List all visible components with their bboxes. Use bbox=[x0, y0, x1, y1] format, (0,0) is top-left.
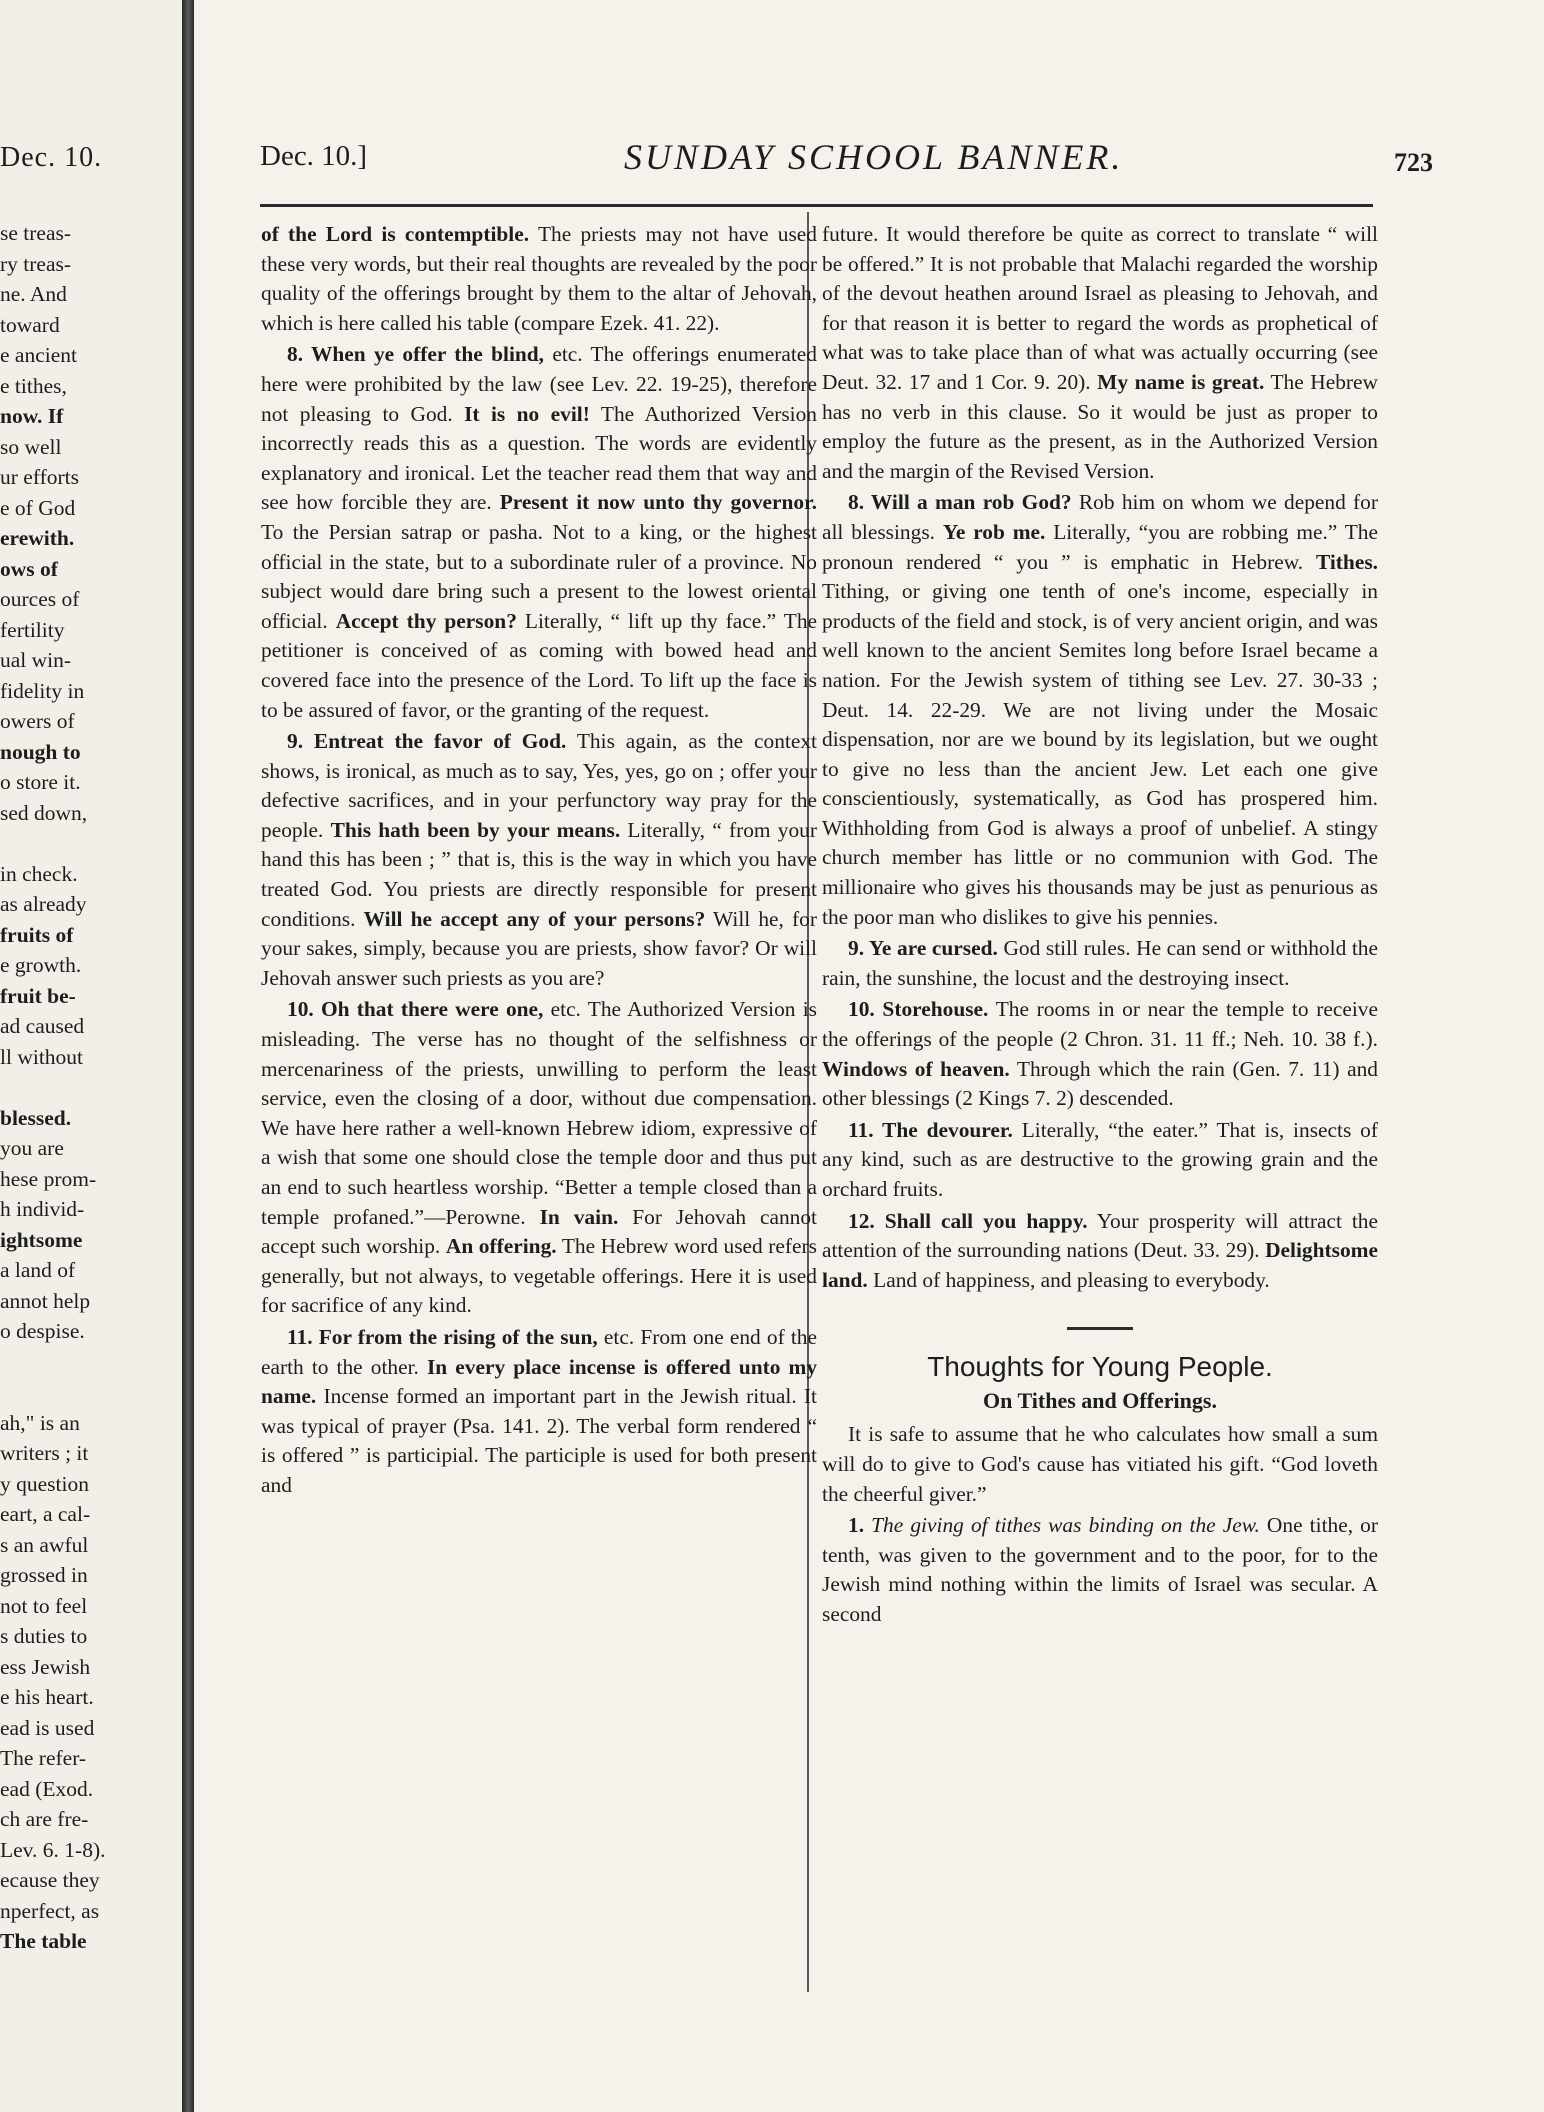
body-text: etc. From one end of the earth to the other. bbox=[261, 1324, 817, 1379]
facing-page-line: ows of bbox=[0, 556, 58, 581]
facing-page-line: e ancient bbox=[0, 343, 77, 367]
body-text: The Authorized Version incorrectly reads this as a question. The words are evidently explanatory and ironical. Let the teacher read them that way and see how forcible they are. bbox=[261, 401, 817, 515]
facing-page-line: toward bbox=[0, 312, 60, 337]
body-text: Will he, for your sakes, simply, because you are priests, show favor? Or will Jehovah answer such priests as you are? bbox=[261, 906, 817, 990]
lemma-heading: Tithes. bbox=[1315, 549, 1378, 574]
paragraph bbox=[822, 934, 1378, 993]
lemma-heading: Delightsome land. bbox=[822, 1238, 1378, 1292]
facing-page-header: Dec. 10. bbox=[0, 142, 103, 173]
running-header bbox=[260, 136, 1544, 182]
lemma-heading: In every place incense is offered unto my name. bbox=[261, 1354, 818, 1409]
facing-page-line: s an awful bbox=[0, 1532, 89, 1557]
facing-page-line: ur efforts bbox=[0, 465, 80, 489]
facing-page-line: Lev. 6. 1-8). bbox=[0, 1837, 106, 1862]
facing-page-line bbox=[0, 828, 180, 859]
facing-page-line: y question bbox=[0, 1471, 89, 1496]
facing-page-line: a land of bbox=[0, 1258, 76, 1282]
lemma-heading: An offering. bbox=[445, 1234, 557, 1259]
facing-page-line: writers ; it bbox=[0, 1441, 89, 1465]
paragraph bbox=[261, 727, 817, 993]
body-text: Literally, “the eater.” That is, insects of any kind, such as are destructive to the growing grain and the orchard fruits. bbox=[822, 1117, 1378, 1201]
lemma-heading: 10. Storehouse. bbox=[848, 997, 989, 1022]
paragraph bbox=[261, 995, 817, 1321]
facing-page-line: h individ- bbox=[0, 1197, 85, 1221]
lemma-heading: 8. Will a man rob God? bbox=[848, 490, 1072, 515]
facing-page-line: se treas- bbox=[0, 221, 72, 245]
facing-page-line: now. If bbox=[0, 404, 64, 428]
paragraph bbox=[822, 1207, 1378, 1296]
body-text: Land of happiness, and pleasing to everybody. bbox=[867, 1267, 1270, 1292]
facing-page-line: hese prom- bbox=[0, 1166, 97, 1191]
body-text: Literally, “ from your hand this has been ; ” that is, this is the way in which you have treated God. You priests are directly responsible for present conditions. bbox=[261, 817, 817, 931]
lemma-heading: Windows of heaven. bbox=[822, 1056, 1010, 1081]
body-text: One tithe, or tenth, was given to the government and to the poor, for to the Jewish mind nothing within the limits of Israel was secular. A second bbox=[822, 1513, 1378, 1626]
lemma-heading: Accept thy person? bbox=[335, 608, 517, 633]
body-text: To the Persian satrap or pasha. Not to a king, or the highest official in the state, but to a subordinate ruler of a province. No subject would dare bring such a present to the lowest oriental official. bbox=[261, 519, 817, 633]
paragraph bbox=[822, 1116, 1378, 1205]
facing-page-line: fruits of bbox=[0, 922, 74, 947]
lemma-heading: 10. Oh that there were one, bbox=[287, 997, 544, 1022]
header-date: Dec. 10.] bbox=[260, 140, 368, 172]
facing-page-line: e his heart. bbox=[0, 1685, 94, 1709]
facing-page-line bbox=[0, 1072, 180, 1103]
body-text: The priests may not have used these very words, but their real thoughts are revealed by the poor quality of the offerings brought by them to the altar of Jehovah, which is here called his table (compare Ezek. 41. 22). bbox=[261, 222, 817, 335]
body-text: Literally, “ lift up thy face.” The petitioner is conceived of as coming with bowed head and covered face into the presence of the Lord. To lift up the face is to be assured of favor, or the granting of the request. bbox=[261, 608, 818, 722]
paragraph bbox=[822, 1420, 1378, 1509]
facing-page-line: not to feel bbox=[0, 1593, 88, 1618]
body-text: It is safe to assume that he who calculates how small a sum will do to give to God's cause has vitiated his gift. “God loveth the cheerful giver.” bbox=[822, 1422, 1378, 1506]
body-text: etc. The offerings enumerated here were prohibited by the law (see Lev. 22. 19-25), therefore not pleasing to God. bbox=[261, 342, 817, 426]
body-text: The Hebrew has no verb in this clause. So it would be just as proper to employ the future as the present, as in the Authorized Version and the margin of the Revised Version. bbox=[822, 369, 1378, 483]
facing-page-line: eart, a cal- bbox=[0, 1502, 91, 1526]
lemma-heading: 12. Shall call you happy. bbox=[848, 1208, 1088, 1233]
lemma-heading: 11. For from the rising of the sun, bbox=[287, 1324, 598, 1349]
body-text: Incense formed an important part in the Jewish ritual. It was typical of prayer (Psa. 141. 2). The verbal form rendered “ is offered ” is participial. The participle is used for both present and bbox=[261, 1384, 817, 1497]
paragraph bbox=[822, 220, 1378, 486]
facing-page-line: in check. bbox=[0, 861, 78, 886]
facing-page-line: so well bbox=[0, 434, 62, 459]
book-gutter bbox=[182, 0, 194, 2112]
paragraph bbox=[822, 995, 1378, 1113]
facing-page-text bbox=[0, 218, 180, 1957]
facing-page-line: as already bbox=[0, 892, 87, 916]
facing-page-line: fertility bbox=[0, 617, 65, 642]
facing-page-line: e growth. bbox=[0, 953, 82, 977]
facing-page-line: ess Jewish bbox=[0, 1654, 91, 1679]
paragraph bbox=[261, 220, 817, 338]
body-text: For Jehovah cannot accept such worship. bbox=[261, 1204, 817, 1259]
body-text: The Hebrew word used refers generally, but not always, to vegetable offerings. Here it is used for sacrifice of any kind. bbox=[261, 1234, 817, 1318]
facing-page-line: ources of bbox=[0, 587, 80, 611]
lemma-heading: It is no evil! bbox=[464, 401, 590, 426]
facing-page-line: fidelity in bbox=[0, 678, 85, 703]
lemma-heading: 8. When ye offer the blind, bbox=[287, 342, 545, 367]
facing-page-line: ah," is an bbox=[0, 1410, 80, 1435]
lemma-heading: 1. bbox=[848, 1513, 865, 1538]
lemma-heading: 9. Ye are cursed. bbox=[848, 936, 998, 961]
section-rule bbox=[1067, 1327, 1133, 1330]
facing-page-line: ne. And bbox=[0, 282, 67, 306]
facing-page-line: nperfect, as bbox=[0, 1898, 100, 1923]
section-subtitle: On Tithes and Offerings. bbox=[983, 1388, 1217, 1414]
text-column-right bbox=[822, 220, 1378, 1632]
facing-page-line: s duties to bbox=[0, 1624, 88, 1648]
facing-page-line: ecause they bbox=[0, 1868, 100, 1892]
body-text: The rooms in or near the temple to receive the offerings of the people (2 Chron. 31. 11 ff.; Neh. 10. 38 f.). bbox=[822, 997, 1378, 1052]
page bbox=[194, 0, 1544, 2112]
body-text: Rob him on whom we depend for all blessings. bbox=[822, 490, 1378, 544]
body-text: The giving of tithes was binding on the Jew. bbox=[864, 1513, 1260, 1538]
section-body bbox=[822, 1420, 1378, 1629]
facing-page-line: fruit be- bbox=[0, 983, 76, 1008]
facing-page-line: owers of bbox=[0, 709, 75, 733]
facing-page-line: o despise. bbox=[0, 1319, 85, 1343]
commentary-continued bbox=[822, 220, 1378, 1295]
paragraph bbox=[822, 1511, 1378, 1629]
facing-page-line: ual win- bbox=[0, 648, 72, 672]
header-title: SUNDAY SCHOOL BANNER. bbox=[624, 137, 1124, 177]
facing-page-line: e of God bbox=[0, 495, 76, 520]
facing-page-line: ead (Exod. bbox=[0, 1776, 94, 1801]
lemma-heading: My name is great. bbox=[1097, 369, 1265, 394]
facing-page-line: blessed. bbox=[0, 1105, 72, 1130]
facing-page-line: ightsome bbox=[0, 1227, 83, 1252]
lemma-heading: Present it now unto thy governor. bbox=[499, 490, 817, 515]
facing-page-line: grossed in bbox=[0, 1563, 88, 1587]
lemma-heading: In vain. bbox=[539, 1204, 619, 1229]
facing-page-line: e tithes, bbox=[0, 373, 67, 398]
lemma-heading: Ye rob me. bbox=[942, 519, 1046, 544]
lemma-heading: Will he accept any of your persons? bbox=[363, 906, 706, 931]
facing-page-line bbox=[0, 1347, 180, 1378]
lemma-heading: 11. The devourer. bbox=[848, 1117, 1013, 1142]
lemma-heading: of the Lord is contemptible. bbox=[261, 222, 530, 246]
body-text: Through which the rain (Gen. 7. 11) and other blessings (2 Kings 7. 2) descended. bbox=[822, 1056, 1378, 1111]
page-number: 723 bbox=[1394, 148, 1433, 177]
facing-page-line: annot help bbox=[0, 1288, 91, 1313]
body-text: Literally, “you are robbing me.” The pronoun rendered “ you ” is emphatic in Hebrew. bbox=[822, 519, 1378, 574]
paragraph bbox=[261, 340, 817, 725]
facing-page-line: erewith. bbox=[0, 526, 75, 550]
body-text: Tithing, or giving one tenth of one's income, especially in products of the field and stock, is of very ancient origin, and was well known to the ancient Semites long before Israel became a nation. For the Jewish system of tithing see Lev. 27. 30-33 ; Deut. 14. 22-29. We are not living under the Mosaic dispensation, nor are we bound by its legislation, but we ought to give no less than the ancient Jew. Let each one give conscientiously, systematically, as God has prospered him. Withholding from God is always a proof of unbelief. A stingy church member has little or no communion with God. The millionaire who gives his thousands may be just as penurious as the poor man who dislikes to give his pennies. bbox=[822, 579, 1378, 929]
lemma-heading: 9. Entreat the favor of God. bbox=[287, 729, 567, 754]
body-text: etc. The Authorized Version is misleading. The verse has no thought of the selfishness or mercenariness of the priests, unwilling to perform the least service, even the closing of a door, without due compensation. We have here rather a well-known Hebrew idiom, expressive of a wish that some one should close the temple door and thus put an end to such heartless worship. “Better a temple closed than a temple profaned.”—Perowne. bbox=[261, 997, 817, 1229]
facing-page-line: ead is used bbox=[0, 1715, 95, 1740]
body-text: God still rules. He can send or withhold the rain, the sunshine, the locust and the destroying insect. bbox=[822, 936, 1378, 990]
facing-page-line: ry treas- bbox=[0, 251, 72, 276]
body-text: Your prosperity will attract the attention of the surrounding nations (Deut. 33. 29). bbox=[822, 1208, 1378, 1263]
text-column-left bbox=[261, 220, 817, 1503]
header-rule bbox=[260, 204, 1373, 207]
facing-page-line: ll without bbox=[0, 1044, 84, 1069]
lemma-heading: This hath been by your means. bbox=[330, 817, 621, 842]
facing-page-line: nough to bbox=[0, 739, 81, 764]
body-text: This again, as the context shows, is ironical, as much as to say, Yes, yes, go on ; offer your defective sacrifices, and in your perfunctory way pray for the people. bbox=[261, 729, 817, 842]
body-text: future. It would therefore be quite as correct to translate “ will be offered.” It is not probable that Malachi regarded the worship of the devout heathen around Israel as pleasing to Jehovah, and for that reason it is better to regard the words as prophetical of what was to take place than of what was actually occurring (see Deut. 32. 17 and 1 Cor. 9. 20). bbox=[822, 222, 1378, 394]
facing-page-line: you are bbox=[0, 1136, 64, 1160]
section-title: Thoughts for Young People. bbox=[927, 1351, 1273, 1383]
facing-page-line: The refer- bbox=[0, 1746, 87, 1770]
facing-page-line: ad caused bbox=[0, 1014, 85, 1038]
facing-page-line: o store it. bbox=[0, 770, 81, 794]
facing-page-line: sed down, bbox=[0, 800, 88, 825]
facing-page-line bbox=[0, 1377, 180, 1408]
facing-page-fragment bbox=[0, 0, 182, 2112]
facing-page-line: ch are fre- bbox=[0, 1807, 89, 1831]
paragraph bbox=[261, 1323, 817, 1501]
paragraph bbox=[822, 488, 1378, 932]
facing-page-line: The table bbox=[0, 1929, 87, 1953]
